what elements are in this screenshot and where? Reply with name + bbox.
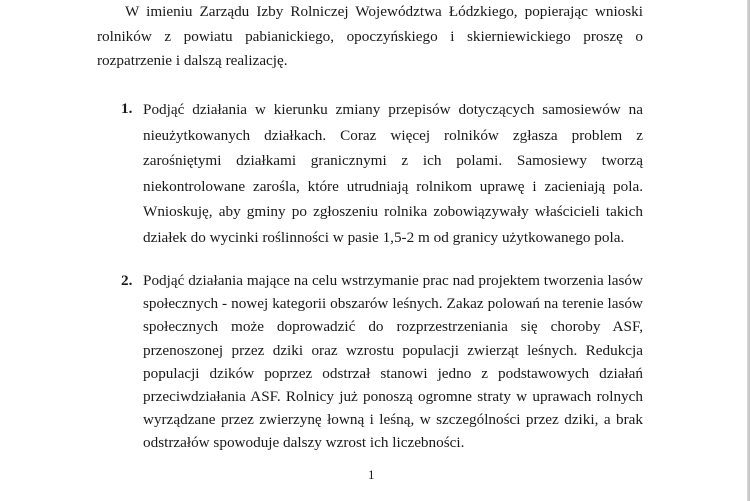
intro-paragraph: W imieniu Zarządu Izby Rolniczej Województwa Łódzkiego, popierając wnioski rolników z powiatu pabianickiego, opoczyńskiego i skierniewickiego proszę o rozpatrzenie i dalszą realizację.: [97, 3, 643, 69]
item-paragraph: Podjąć działania mające na celu wstrzymanie prac nad projektem tworzenia lasów społecznych - nowej kategorii obszarów leśnych. Zakaz polowań na terenie lasów społecznych może doprowadzić do rozprzestrzeniania się choroby ASF, przenoszonej przez dziki oraz wzrostu populacji zwierząt leśnych. Redukcja populacji dzików poprzez odstrzał stanowi jedno z podstawowych działań przeciwdziałania ASF. Rolnicy już ponoszą ogromne straty w uprawach rolnych wyrządzane przez zwierzynę łowną i leśną, w szczególności przez dziki, a brak odstrzałów spowoduje dalszy wzrost ich liczebności.: [143, 272, 643, 452]
item-number: 1.: [121, 100, 133, 117]
page-number: 1: [368, 467, 375, 482]
item-paragraph: Podjąć działania w kierunku zmiany przepisów dotyczących samosiewów na nieużytkowanych działkach. Coraz więcej rolników zgłasza problem z zarośniętymi działkami granicznymi z ich polami. Samosiewy tworzą niekontrolowane zarośla, które utrudniają rolnikom uprawę i zacieniają pola. Wnioskuję, aby gminy po zgłoszeniu rolnika zobowiązywały właścicieli takich działek do wycinki roślinności w pasie 1,5-2 m od granicy użytkowanego pola.: [143, 101, 643, 246]
item-number: 2.: [121, 272, 133, 289]
